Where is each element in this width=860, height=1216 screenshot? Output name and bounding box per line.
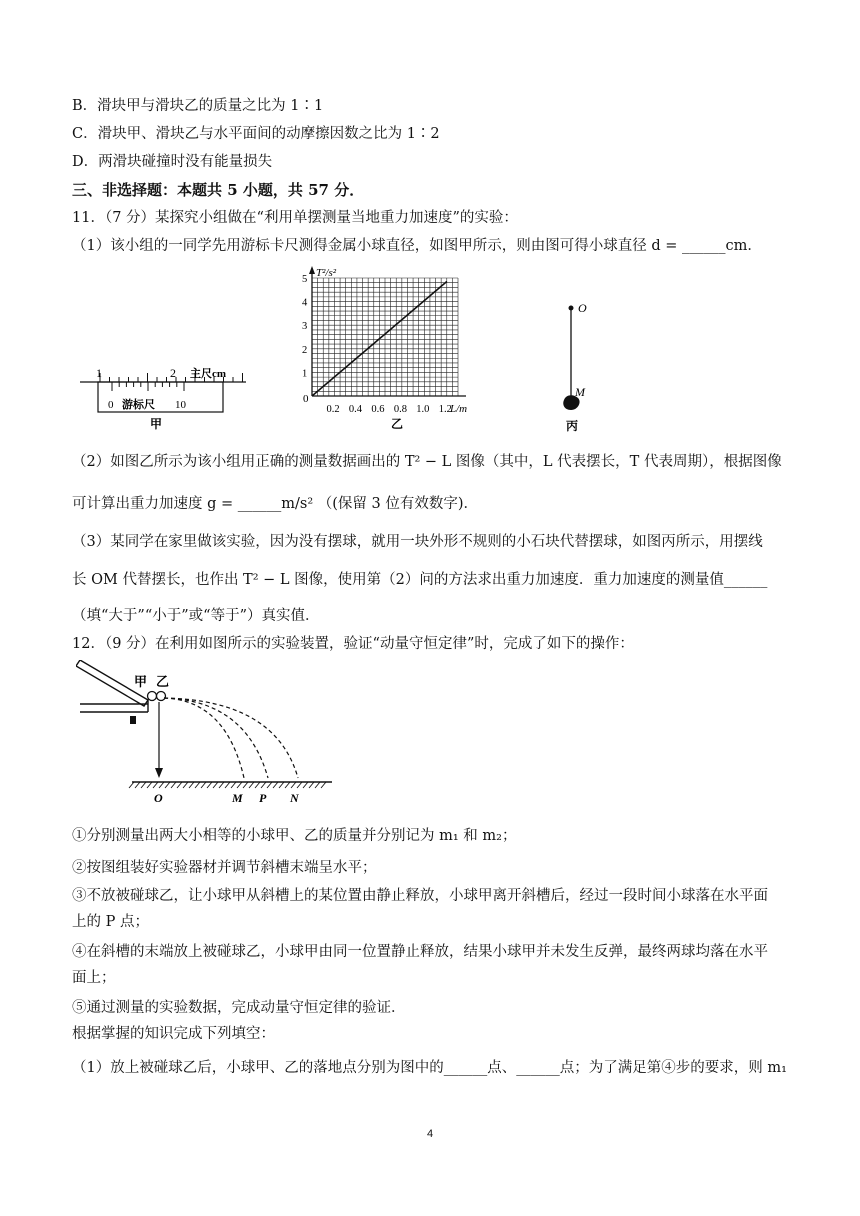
- q11-part3-a: （3）某同学在家里做该实验，因为没有摆球，就用一块外形不规则的小石块代替摆球，如图丙所示，用摆线: [72, 534, 763, 550]
- step-4-b: 面上；: [72, 970, 116, 986]
- vernier-tick-0: 0: [108, 399, 114, 411]
- step-4-a: ④在斜槽的末端放上被碰球乙，小球甲由同一位置静止释放，结果小球甲并未发生反弹，最终两球均落在水平: [72, 944, 768, 960]
- q11-part2-b: 可计算出重力加速度 g = ______m/s² （(保留 3 位有效数字)．: [72, 496, 479, 512]
- option-c: C．滑块甲、滑块乙与水平面间的动摩擦因数之比为 1∶2: [72, 126, 440, 142]
- y-tick-label: 4: [302, 297, 308, 309]
- figure-bing-caption: 丙: [566, 419, 579, 433]
- vernier-label: 游标尺: [122, 399, 155, 411]
- q11-part3-b: 长 OM 代替摆长，也作出 T² − L 图像，使用第（2）问的方法求出重力加速度．重力加速度的测量值______: [72, 572, 768, 588]
- main-tick-2: 2: [170, 366, 176, 380]
- main-tick-1: 1: [96, 366, 102, 380]
- step-3-b: 上的 P 点；: [72, 914, 149, 930]
- section-heading: 三、非选择题：本题共 5 小题，共 57 分．: [72, 181, 365, 199]
- ball-jia-label: 甲: [134, 674, 148, 689]
- fill-prompt: 根据掌握的知识完成下列填空：: [72, 1026, 275, 1042]
- ball-yi-label: 乙: [156, 674, 170, 689]
- step-1: ①分别测量出两大小相等的小球甲、乙的质量并分别记为 m₁ 和 m₂；: [72, 828, 517, 844]
- option-b: B．滑块甲与滑块乙的质量之比为 1∶1: [72, 98, 324, 114]
- option-d: D．两滑块碰撞时没有能量损失: [72, 154, 273, 170]
- x-tick-label: 1.0: [416, 404, 430, 415]
- x-axis-label: L/m: [450, 403, 468, 415]
- y-axis-label: T²/s²: [316, 267, 337, 279]
- x-tick-label: 1.2: [438, 404, 452, 415]
- y-tick-label: 2: [302, 344, 308, 356]
- q11-part2-a: （2）如图乙所示为该小组用正确的测量数据画出的 T² − L 图像（其中，L 代表摆长，T 代表周期），根据图像: [72, 454, 782, 470]
- point-o-label: O: [154, 791, 163, 805]
- q11-stem: 11．（7 分）某探究小组做在“利用单摆测量当地重力加速度”的实验：: [72, 210, 518, 226]
- x-tick-label: 0.6: [371, 404, 385, 415]
- step-2: ②按图组装好实验器材并调节斜槽末端呈水平；: [72, 860, 377, 876]
- figure-jia-caption: 甲: [150, 417, 163, 431]
- figure-yi: [286, 262, 496, 432]
- main-scale-label: 主尺cm: [190, 368, 227, 380]
- point-m-label: M: [232, 791, 243, 805]
- q11-part3-c: （填“大于”“小于”或“等于”）真实值．: [72, 608, 320, 624]
- q12-part1: （1）放上被碰球乙后，小球甲、乙的落地点分别为图中的______点、______点；为了满足第④步的要求，则 m₁: [72, 1060, 787, 1076]
- figure-bing: [552, 298, 612, 438]
- y-tick-label: 5: [302, 274, 308, 285]
- origin-label: 0: [303, 393, 309, 405]
- q11-part1: （1）该小组的一同学先用游标卡尺测得金属小球直径，如图甲所示，则由图可得小球直径 d = ______cm．: [72, 238, 762, 254]
- y-tick-label: 3: [302, 321, 308, 333]
- x-tick-label: 0.8: [393, 404, 407, 415]
- page-number: 4: [426, 1128, 434, 1140]
- figure-momentum-experiment: [76, 660, 336, 808]
- step-5: ⑤通过测量的实验数据，完成动量守恒定律的验证．: [72, 1000, 406, 1016]
- step-3-a: ③不放被碰球乙，让小球甲从斜槽上的某位置由静止释放，小球甲离开斜槽后，经过一段时间小球落在水平面: [72, 888, 768, 904]
- point-m: M: [575, 385, 585, 399]
- q12-stem: 12．（9 分）在利用如图所示的实验装置，验证“动量守恒定律”时，完成了如下的操作：: [72, 636, 634, 652]
- point-o: O: [578, 301, 587, 315]
- point-n-label: N: [290, 791, 299, 805]
- x-tick-label: 0.4: [348, 404, 363, 415]
- figure-jia: [78, 365, 248, 435]
- vernier-tick-10: 10: [175, 399, 186, 411]
- y-tick-label: 1: [302, 368, 308, 380]
- point-p-label: P: [259, 791, 267, 805]
- x-tick-label: 0.2: [326, 404, 340, 415]
- figure-yi-caption: 乙: [391, 417, 404, 431]
